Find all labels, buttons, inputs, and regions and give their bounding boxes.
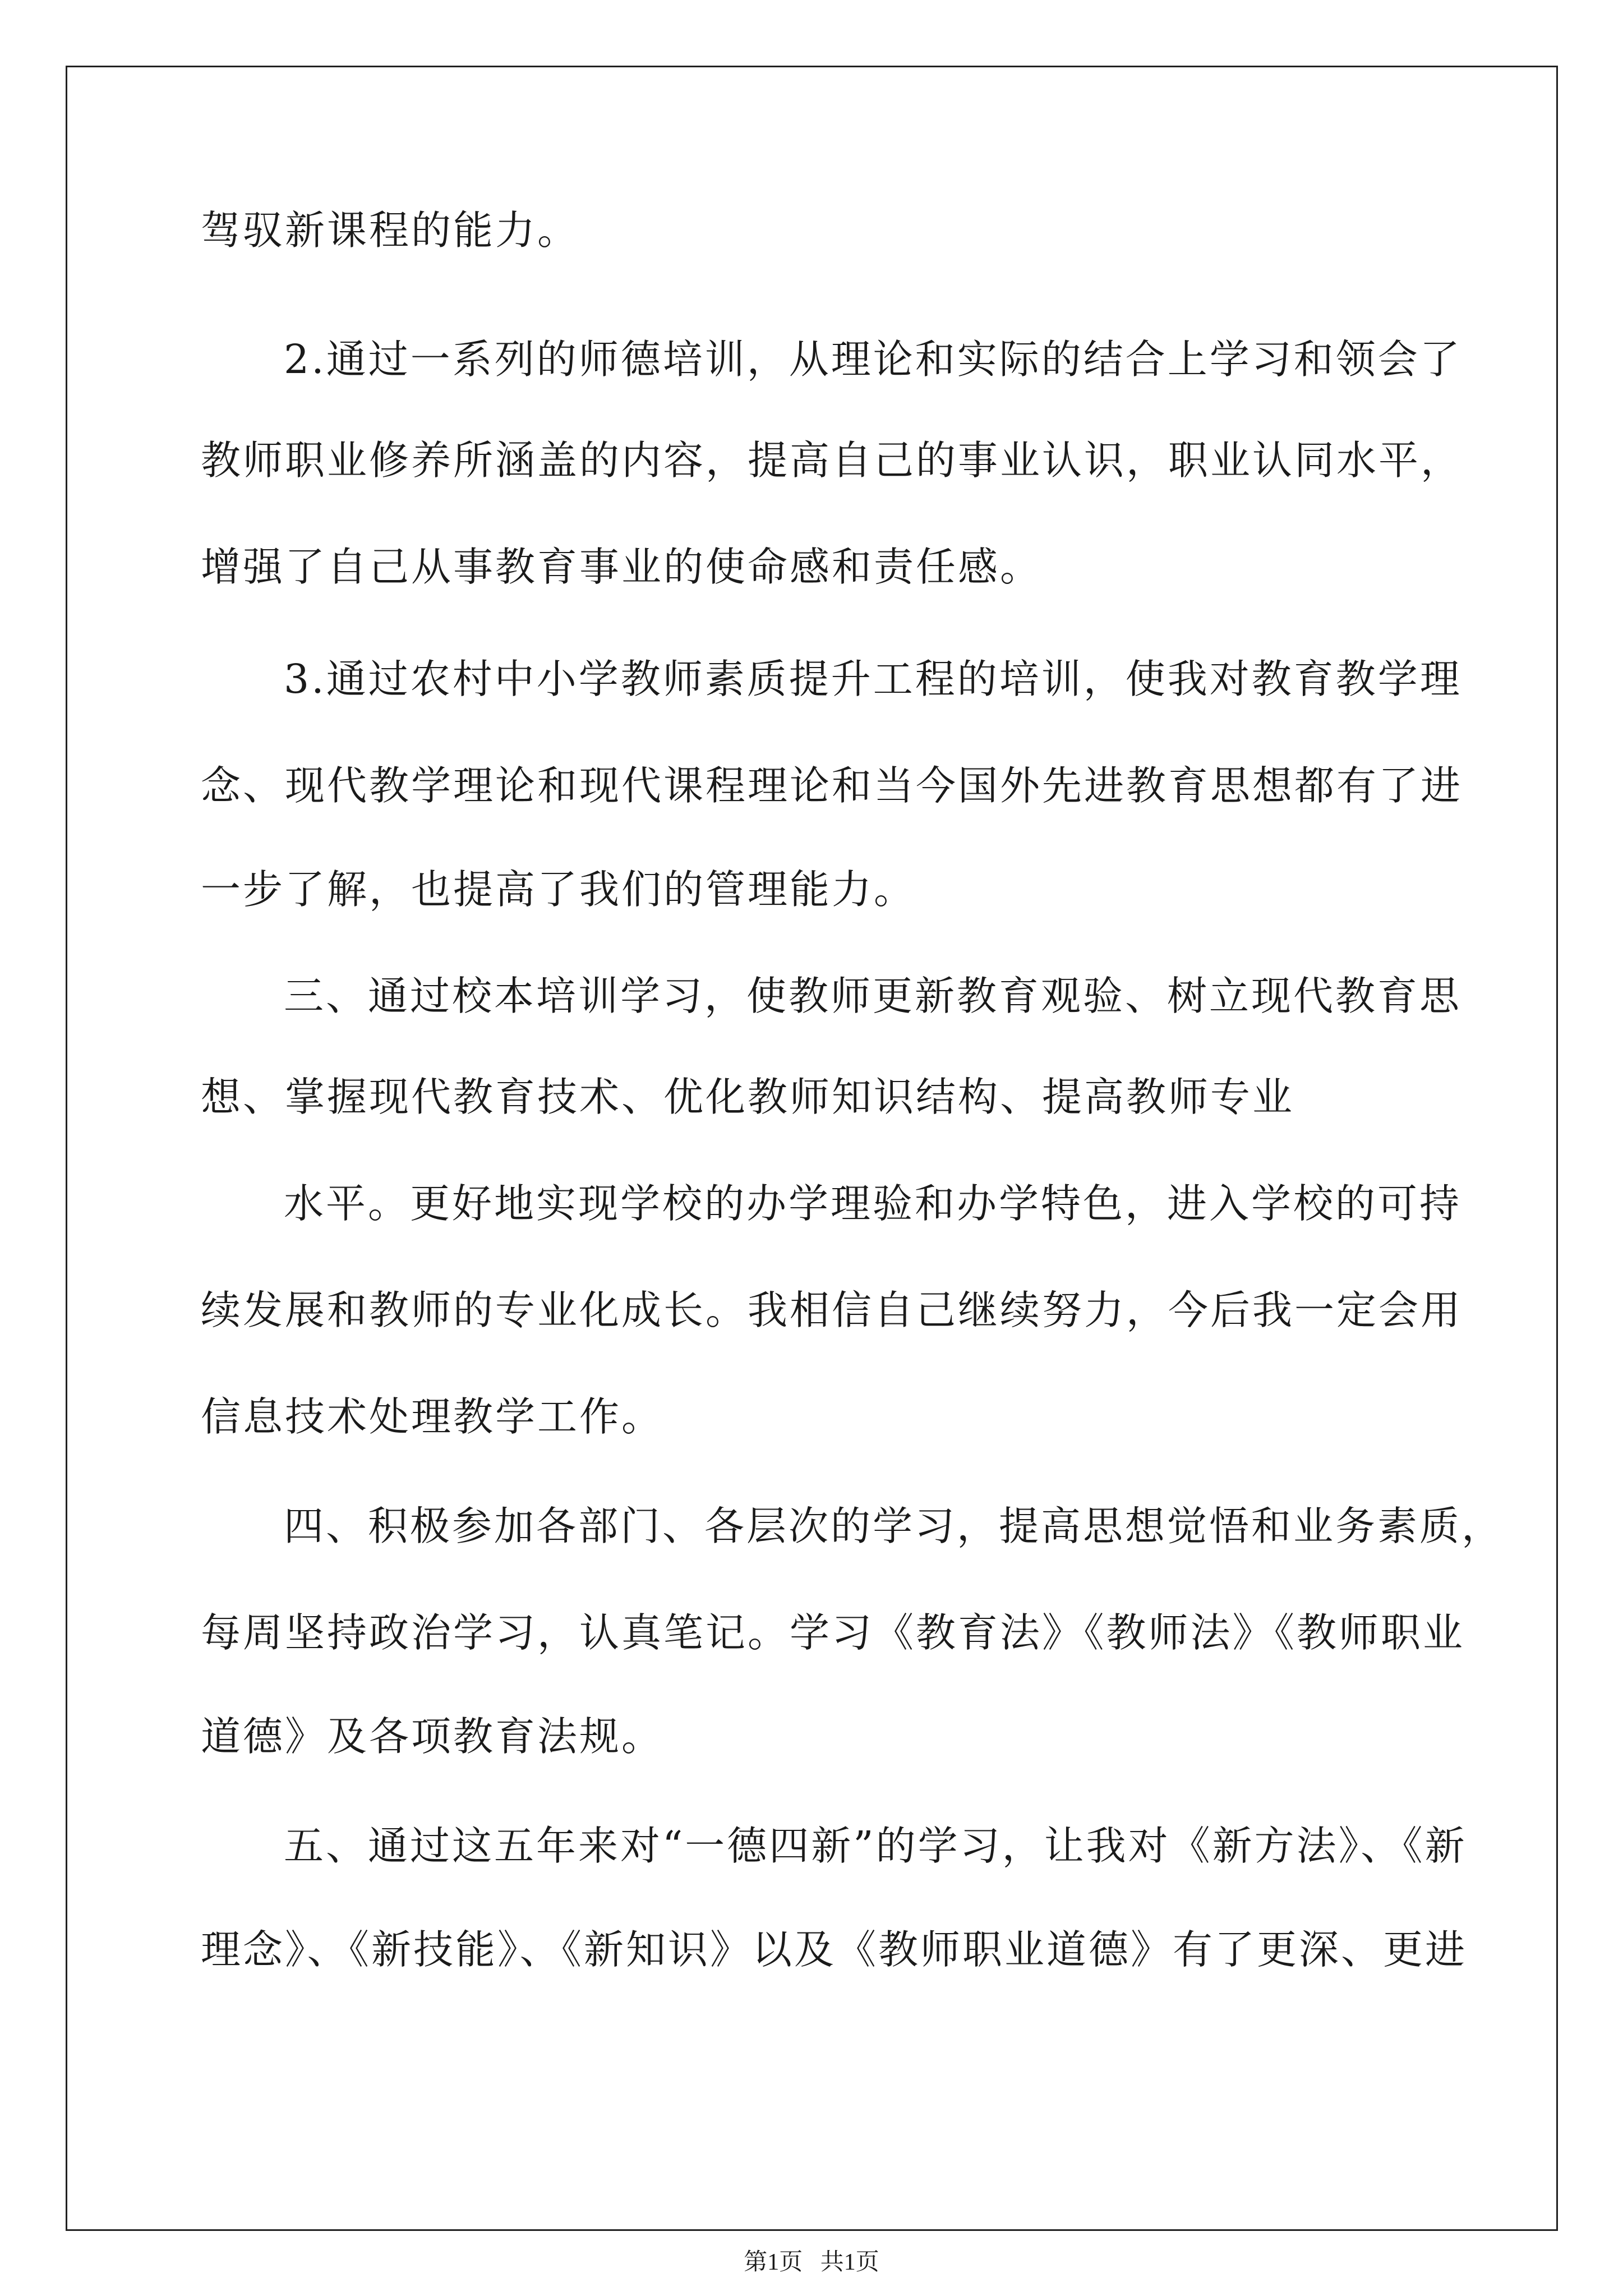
text-line-14: 每周坚持政治学习，认真笔记。学习《教育法》《教师法》《教师职业 — [201, 1609, 1465, 1656]
page-border — [66, 66, 1558, 2231]
text-line-11: 续发展和教师的专业化成长。我相信自己继续努力，今后我一定会用 — [201, 1287, 1463, 1333]
text-line-13: 四、积极参加各部门、各层次的学习，提高思想觉悟和业务素质， — [284, 1503, 1504, 1549]
text-line-5: 3.通过农村中小学教师素质提升工程的培训，使我对教育教学理 — [284, 656, 1462, 702]
text-line-10: 水平。更好地实现学校的办学理验和办学特色，进入学校的可持 — [284, 1180, 1462, 1227]
text-line-2: 2.通过一系列的师德培训，从理论和实际的结合上学习和领会了 — [284, 336, 1462, 383]
text-line-1: 驾驭新课程的能力。 — [201, 207, 580, 254]
text-line-8: 三、通过校本培训学习，使教师更新教育观验、树立现代教育思 — [284, 973, 1462, 1019]
text-line-4: 增强了自己从事教育事业的使命感和责任感。 — [201, 544, 1043, 590]
text-line-12: 信息技术处理教学工作。 — [201, 1393, 664, 1440]
text-line-3: 教师职业修养所涵盖的内容，提高自己的事业认识，职业认同水平， — [201, 437, 1463, 484]
text-line-6: 念、现代教学理论和现代课程理论和当今国外先进教育思想都有了进 — [201, 762, 1463, 809]
text-line-9: 想、掌握现代教育技术、优化教师知识结构、提高教师专业 — [201, 1074, 1295, 1120]
text-line-17: 理念》、《新技能》、《新知识》以及《教师职业道德》有了更深、更进 — [201, 1926, 1468, 1973]
text-line-16: 五、通过这五年来对“一德四新”的学习，让我对《新方法》、《新 — [284, 1823, 1467, 1869]
text-line-7: 一步了解，也提高了我们的管理能力。 — [201, 866, 916, 913]
page-number-footer: 第1页 共1页 — [744, 2249, 879, 2275]
text-line-15: 道德》及各项教育法规。 — [201, 1713, 664, 1760]
